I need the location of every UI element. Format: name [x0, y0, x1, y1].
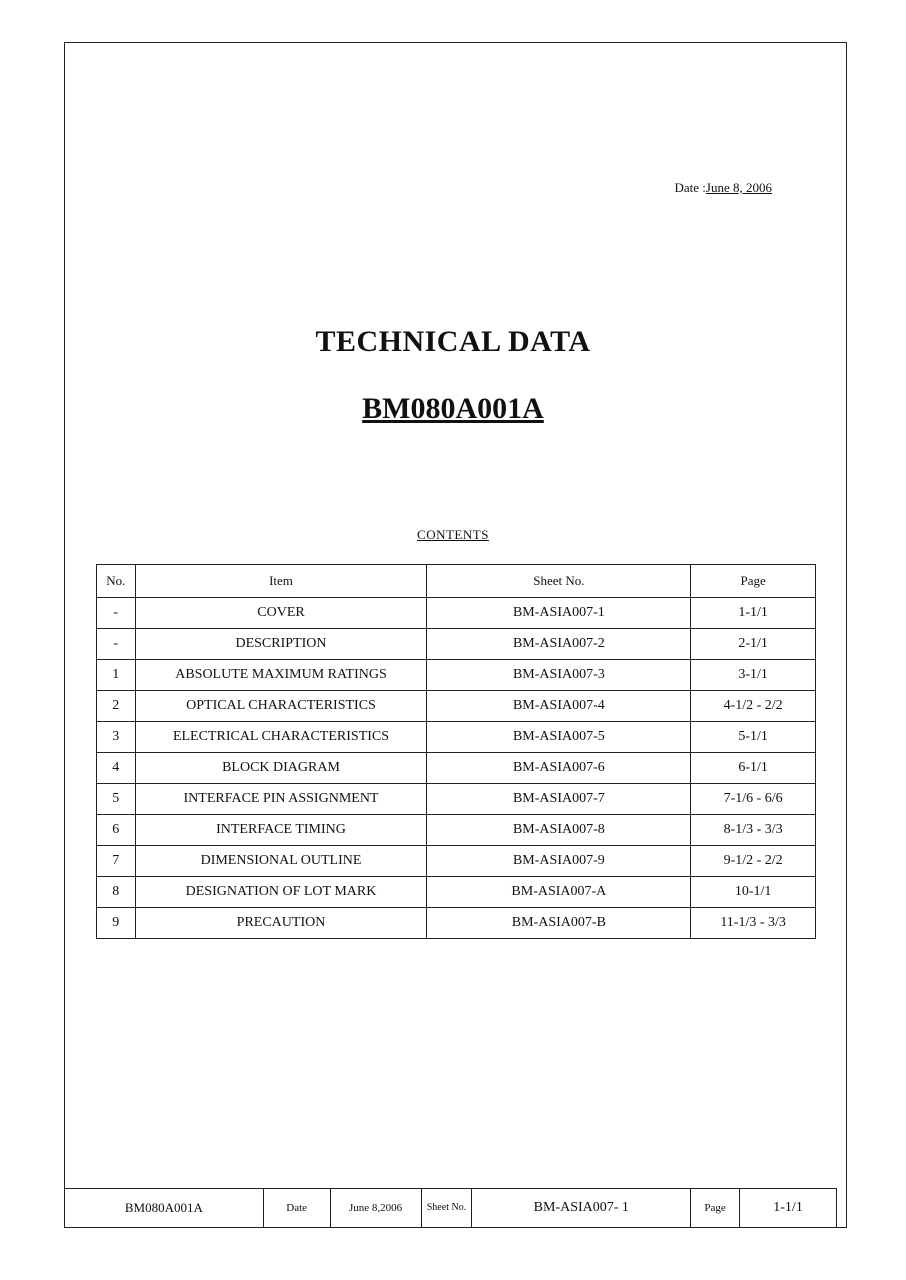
row-page: 11-1/3 - 3/3 — [691, 908, 816, 939]
contents-table — [96, 564, 816, 939]
row-sheet: BM-ASIA007-A — [427, 877, 691, 908]
row-page: 3-1/1 — [691, 660, 816, 691]
row-no: 3 — [97, 722, 136, 753]
row-no: - — [97, 629, 136, 660]
row-item: BLOCK DIAGRAM — [135, 753, 427, 784]
row-item: INTERFACE TIMING — [135, 815, 427, 846]
footer-sheet-value: BM-ASIA007- 1 — [472, 1189, 691, 1228]
footer-page-value: 1-1/1 — [740, 1189, 837, 1228]
date-label: Date : — [674, 180, 706, 195]
row-page: 8-1/3 - 3/3 — [691, 815, 816, 846]
row-item: DIMENSIONAL OUTLINE — [135, 846, 427, 877]
date-value: June 8, 2006 — [705, 180, 772, 195]
header-item: Item — [135, 565, 427, 598]
row-item: COVER — [135, 598, 427, 629]
table-row — [97, 877, 816, 908]
table-row — [97, 660, 816, 691]
row-sheet: BM-ASIA007-9 — [427, 846, 691, 877]
row-sheet: BM-ASIA007-B — [427, 908, 691, 939]
row-item: DESIGNATION OF LOT MARK — [135, 877, 427, 908]
row-sheet: BM-ASIA007-4 — [427, 691, 691, 722]
document-date — [675, 180, 773, 196]
header-sheet: Sheet No. — [427, 565, 691, 598]
row-item: ELECTRICAL CHARACTERISTICS — [135, 722, 427, 753]
row-item: PRECAUTION — [135, 908, 427, 939]
row-sheet: BM-ASIA007-2 — [427, 629, 691, 660]
footer-page-label: Page — [691, 1189, 740, 1228]
footer-sheet-label: Sheet No. — [421, 1189, 472, 1228]
footer-model: BM080A001A — [65, 1189, 264, 1228]
row-sheet: BM-ASIA007-8 — [427, 815, 691, 846]
table-row — [97, 598, 816, 629]
row-item: ABSOLUTE MAXIMUM RATINGS — [135, 660, 427, 691]
row-item: INTERFACE PIN ASSIGNMENT — [135, 784, 427, 815]
contents-heading: CONTENTS — [417, 527, 489, 542]
table-row — [97, 908, 816, 939]
row-no: 9 — [97, 908, 136, 939]
table-row — [97, 784, 816, 815]
row-page: 5-1/1 — [691, 722, 816, 753]
table-row — [97, 629, 816, 660]
row-no: 2 — [97, 691, 136, 722]
row-sheet: BM-ASIA007-1 — [427, 598, 691, 629]
header-page: Page — [691, 565, 816, 598]
row-sheet: BM-ASIA007-5 — [427, 722, 691, 753]
table-row — [97, 691, 816, 722]
table-row — [97, 846, 816, 877]
header-no: No. — [97, 565, 136, 598]
footer-title-block — [64, 1188, 837, 1228]
row-no: - — [97, 598, 136, 629]
footer-date-label: Date — [263, 1189, 330, 1228]
row-sheet: BM-ASIA007-7 — [427, 784, 691, 815]
row-page: 10-1/1 — [691, 877, 816, 908]
row-no: 4 — [97, 753, 136, 784]
row-page: 1-1/1 — [691, 598, 816, 629]
row-page: 6-1/1 — [691, 753, 816, 784]
row-no: 1 — [97, 660, 136, 691]
row-page: 2-1/1 — [691, 629, 816, 660]
footer-date-value: June 8,2006 — [330, 1189, 421, 1228]
row-sheet: BM-ASIA007-6 — [427, 753, 691, 784]
row-no: 8 — [97, 877, 136, 908]
row-page: 7-1/6 - 6/6 — [691, 784, 816, 815]
row-sheet: BM-ASIA007-3 — [427, 660, 691, 691]
row-item: OPTICAL CHARACTERISTICS — [135, 691, 427, 722]
footer-row — [65, 1189, 837, 1228]
row-no: 6 — [97, 815, 136, 846]
row-page: 9-1/2 - 2/2 — [691, 846, 816, 877]
table-row — [97, 722, 816, 753]
table-row — [97, 753, 816, 784]
model-number: BM080A001A — [362, 392, 544, 425]
row-page: 4-1/2 - 2/2 — [691, 691, 816, 722]
document-title: TECHNICAL DATA — [315, 325, 591, 358]
table-row — [97, 815, 816, 846]
row-no: 5 — [97, 784, 136, 815]
row-item: DESCRIPTION — [135, 629, 427, 660]
row-no: 7 — [97, 846, 136, 877]
contents-header-row — [97, 565, 816, 598]
contents-rows — [97, 598, 816, 939]
